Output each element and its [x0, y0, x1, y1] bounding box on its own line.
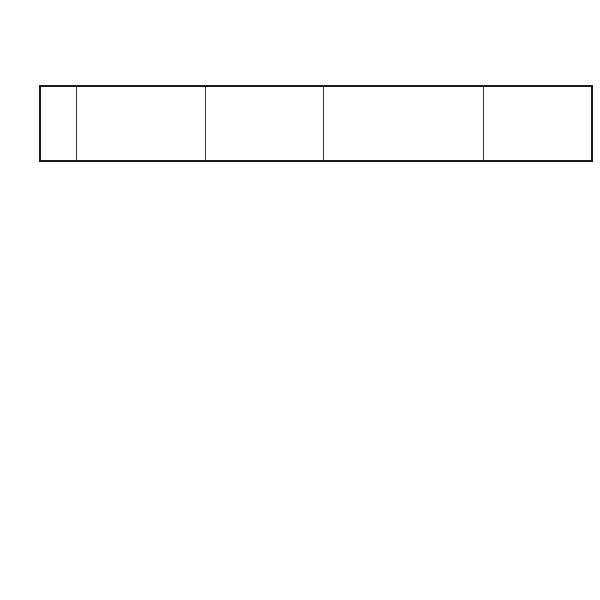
- column-header-no: [40, 86, 76, 161]
- column-header-length: [483, 86, 592, 161]
- product-spec-table: [39, 85, 593, 511]
- table-body: [40, 161, 592, 510]
- column-header-cable-od: [323, 86, 483, 161]
- column-header-diameter: [205, 86, 323, 161]
- table-header: [40, 86, 592, 161]
- table-wrap: [39, 85, 591, 511]
- header-row: [40, 86, 592, 161]
- column-header-model: [76, 86, 205, 161]
